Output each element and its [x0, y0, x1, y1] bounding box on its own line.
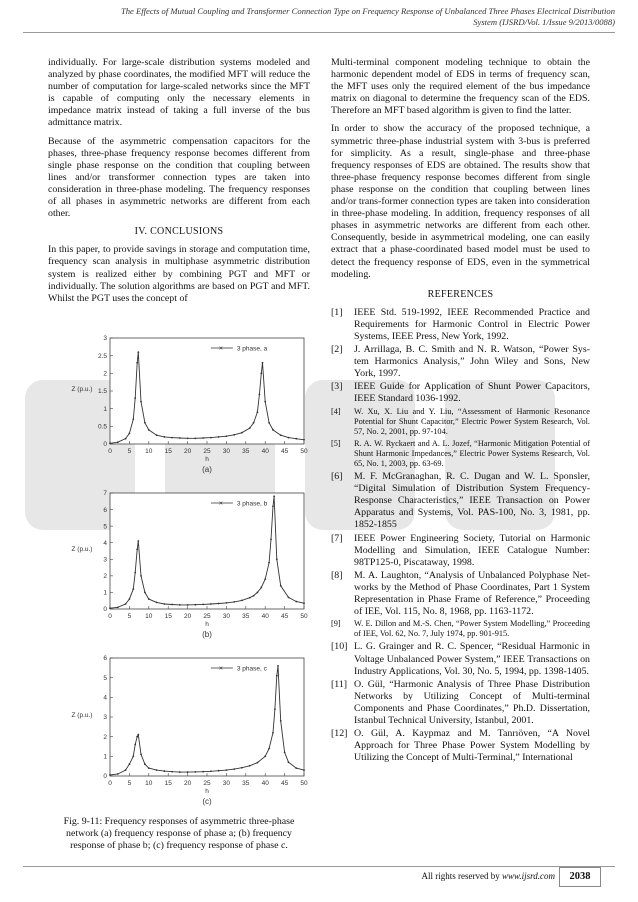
data-point: [295, 767, 297, 769]
reference-item: [331, 307, 590, 343]
reference-item: [331, 381, 590, 405]
reference-item: [331, 728, 590, 764]
data-point: [233, 434, 235, 436]
data-point: [241, 767, 243, 769]
y-tick-label: 5: [103, 674, 107, 682]
data-point: [241, 432, 243, 434]
footer: [300, 870, 555, 882]
x-tick-label: 10: [145, 780, 153, 787]
paragraph: In order to show the accuracy of the proposed technique, a symmetric three-phase industrial system with 3-bus is preferred for simplicity. As a result, single-phase and three-phase frequency responses of EDS are obtained. The results show that three-phase frequency response becomes different from single phase response on the condition that coupling between lines and/or trans-former connection types are taken into consideration in three-phase modeling. In addition, frequency responses of all phases in asymmetric networks are different from each other. Consequently, beside in asymmetrical modeling, one can easily extract that a phase-coordinated based model must be used to detect the frequency response of EDS, even in the symmetrical modeling.: [331, 123, 590, 280]
plot-frame: [110, 338, 304, 444]
x-tick-label: 20: [183, 780, 192, 787]
data-point: [171, 604, 173, 606]
legend-label: 3 phase, b: [236, 500, 268, 508]
x-tick-label: 45: [280, 780, 289, 787]
data-point: [137, 734, 139, 736]
y-tick-label: 0: [103, 441, 107, 449]
header-line-1: The Effects of Mutual Coupling and Transformer Connection Type on Frequency Response of Unbalanced Three Phases Electrical Distribution: [120, 6, 615, 16]
reference-text: M. F. McGranaghan, R. C. Dugan and W. L. Sponsler, “Digital Simulation of Distribution System Frequency-Response Characteristics,” IEEE Transaction on Power Apparatus and Systems, Vol. PAS-100, No. 3, 1981, pp. 1852-1855: [354, 471, 590, 531]
data-point: [218, 770, 220, 772]
y-tick-label: 3: [103, 714, 107, 722]
x-tick-label: 50: [300, 613, 308, 620]
references-heading: REFERENCES: [427, 288, 494, 300]
data-point: [187, 771, 189, 773]
x-tick-label: 25: [203, 780, 211, 787]
x-axis-label: h: [205, 456, 209, 463]
paragraph: individually. For large-scale distribution systems modeled and analyzed by phase coordinates, the modified MFT will reduce the number of computation for large-scaled networks since the MFT is capable of computing only the necessary elements in impedance matrix instead of taking a full inverse of the bus admittance matrix.: [48, 57, 310, 129]
x-tick-label: 20: [183, 613, 192, 620]
x-tick-label: 30: [222, 613, 231, 620]
footer-rule: [23, 866, 615, 867]
data-point: [257, 762, 259, 764]
data-point: [137, 540, 139, 542]
data-point: [295, 601, 297, 603]
reference-number: [10]: [331, 641, 348, 653]
x-tick-label: 50: [300, 780, 308, 787]
data-point: [140, 753, 142, 755]
reference-item: [331, 533, 590, 569]
reference-item: [331, 679, 590, 727]
header-rule: [23, 32, 615, 33]
data-point: [226, 602, 228, 604]
data-point: [272, 505, 274, 507]
data-point: [187, 437, 189, 439]
reference-text: R. A. W. Ryckaert and A. L. Jozef, “Harmonic Mitigation Potential of Shunt Harmonic Impedances,” Electric Power Systems Research, Vol. 65, No. 1, 2003, pp. 63-69.: [354, 438, 590, 468]
footer-rights: All rights reserved by: [421, 871, 502, 881]
data-point: [262, 362, 264, 364]
data-point: [134, 744, 136, 746]
reference-text: O. Gül, A. Kaypmaz and M. Tanrıöven, “A Novel Approach for Three Phase Power System Modelling by Utilizing the Concept of Multi-Terminal,” International: [354, 728, 590, 764]
section-heading: IV. CONCLUSIONS: [134, 226, 224, 238]
plot-phase-a: [48, 330, 310, 478]
plot-phase-c: [48, 650, 310, 810]
data-point: [125, 769, 127, 771]
data-point: [179, 771, 181, 773]
x-axis-label: h: [205, 788, 209, 795]
reference-number: [2]: [331, 344, 343, 356]
data-point: [288, 597, 290, 599]
reference-text: W. Xu, X. Liu and Y. Liu, “Assessment of Harmonic Resonance Potential for Shunt Capacitor,” Electric Power System Research, Vol. 57, No. 2, 2001, pp. 97-104.: [354, 406, 590, 436]
y-tick-label: 2: [103, 733, 107, 741]
data-point: [268, 562, 270, 564]
y-axis-label: Z (p.u.): [71, 386, 93, 393]
data-point: [117, 773, 119, 775]
footer-url-link[interactable]: www.ijsrd.com: [501, 871, 555, 881]
data-point: [260, 587, 262, 589]
data-point: [276, 558, 278, 560]
data-point: [125, 438, 127, 440]
x-tick-label: 40: [261, 448, 269, 455]
data-point: [303, 439, 305, 441]
data-point: [257, 592, 259, 594]
x-tick-label: 20: [183, 448, 192, 455]
data-point: [280, 434, 282, 436]
reference-item: [331, 570, 590, 618]
data-point: [226, 769, 228, 771]
y-tick-label: 0: [103, 606, 107, 614]
data-point: [303, 769, 305, 771]
x-tick-label: 10: [145, 448, 153, 455]
data-point: [148, 767, 150, 769]
data-point: [129, 433, 131, 435]
data-point: [273, 495, 275, 497]
x-tick-label: 30: [222, 780, 231, 787]
data-point: [264, 401, 266, 403]
plot-phase-b: [48, 485, 310, 643]
reference-number: [11]: [331, 678, 348, 690]
data-point: [249, 765, 251, 767]
data-point: [134, 572, 136, 574]
data-point: [132, 588, 134, 590]
y-tick-label: 0.5: [97, 423, 107, 431]
data-point: [249, 597, 251, 599]
x-tick-label: 5: [127, 448, 132, 455]
y-tick-label: 1: [103, 589, 107, 597]
x-tick-label: 0: [108, 780, 112, 787]
reference-item: [331, 407, 590, 437]
reference-list: [331, 307, 590, 765]
page-number: 2038: [559, 867, 601, 887]
data-point: [218, 603, 220, 605]
x-tick-label: 40: [261, 613, 269, 620]
data-point: [109, 442, 111, 444]
data-point: [284, 752, 286, 754]
data-point: [144, 422, 146, 424]
y-axis-label: Z (p.u.): [71, 712, 93, 719]
data-point: [136, 548, 138, 550]
data-point: [295, 438, 297, 440]
y-tick-label: 1.5: [97, 388, 107, 396]
data-point: [264, 578, 266, 580]
x-tick-label: 35: [242, 613, 250, 620]
data-point: [264, 755, 266, 757]
data-point: [272, 732, 274, 734]
data-point: [210, 603, 212, 605]
x-tick-label: 0: [108, 613, 112, 620]
data-point: [268, 748, 270, 750]
data-point: [144, 592, 146, 594]
data-point: [210, 770, 212, 772]
left-column: [48, 57, 310, 311]
x-tick-label: 25: [203, 613, 211, 620]
legend-marker: ×: [218, 665, 223, 673]
y-tick-label: 1: [103, 405, 107, 413]
reference-number: [7]: [331, 532, 343, 544]
data-point: [136, 736, 138, 738]
reference-number: [5]: [331, 438, 341, 448]
reference-text: M. A. Laughton, “Analysis of Unbalanced Polyphase Net-works by the Method of Phase Coordinates, Part 1 System Representation in Phase Frame of Reference,” Proceeding of IEE, Vol. 115, No. 8, 1968, pp. 1163-1172.: [354, 569, 590, 618]
y-tick-label: 1: [103, 753, 107, 761]
reference-text: IEEE Std. 519-1992, IEEE Recommended Practice and Requirements for Harmonic Control in Electric Power Systems, IEEE Press, New York, 1992.: [354, 306, 590, 342]
reference-item: [331, 344, 590, 380]
right-column: [331, 57, 590, 765]
reference-item: [331, 641, 590, 677]
reference-text: J. Arrillaga, B. C. Smith and N. R. Watson, “Power Sys-tem Harmonics Analysis,” John Wiley and Sons, New York, 1997.: [354, 344, 590, 380]
data-point: [156, 601, 158, 603]
data-point: [163, 436, 165, 438]
data-point: [156, 769, 158, 771]
data-point: [277, 665, 279, 667]
reference-item: [331, 619, 590, 639]
x-axis-label: h: [205, 621, 209, 628]
reference-number: [9]: [331, 619, 341, 629]
data-point: [171, 771, 173, 773]
data-point: [233, 768, 235, 770]
data-point: [179, 437, 181, 439]
x-tick-label: 30: [222, 448, 231, 455]
figure: [48, 330, 310, 810]
paragraph: Because of the asymmetric compensation capacitors for the phases, three-phase frequency response becomes different from single phase response on the condition that coupling between lines and/or transformer connection types are taken into consideration in three-phase modeling. The frequency responses of all phases in asymmetric networks are different from each other.: [48, 135, 310, 220]
data-point: [148, 429, 150, 431]
data-point: [129, 598, 131, 600]
y-tick-label: 5: [103, 523, 107, 531]
running-header: [90, 6, 615, 28]
paragraph: Multi-terminal component modeling technique to obtain the harmonic dependent model of EDS in terms of frequency scan, the MFT uses only the required element of the bus impedance matrix on diagonal to determine the frequency scan of the EDS. Therefore an MFT based algorithm is given to find the latter.: [331, 57, 590, 117]
x-tick-label: 45: [280, 448, 289, 455]
data-point: [140, 401, 142, 403]
y-tick-label: 0: [103, 773, 107, 781]
plot-frame: [110, 658, 304, 776]
reference-number: [12]: [331, 728, 348, 740]
data-point: [132, 755, 134, 757]
x-tick-label: 45: [280, 613, 289, 620]
data-point: [163, 770, 165, 772]
data-point: [272, 429, 274, 431]
data-point: [288, 761, 290, 763]
data-point: [117, 441, 119, 443]
data-point: [137, 351, 139, 353]
panel-label: (b): [202, 630, 212, 639]
x-tick-label: 15: [164, 613, 172, 620]
reference-text: IEEE Power Engineering Society, Tutorial on Harmonic Modelling and Simulation, IEEE Catalogue Number: 98TP125-0, Piscataway, 1998.: [354, 532, 590, 568]
reference-number: [8]: [331, 569, 343, 581]
y-tick-label: 2.5: [97, 352, 107, 360]
data-point: [303, 602, 305, 604]
data-point: [117, 606, 119, 608]
data-point: [253, 422, 255, 424]
y-tick-label: 6: [103, 506, 107, 514]
x-tick-label: 15: [164, 448, 172, 455]
data-point: [202, 771, 204, 773]
data-point: [280, 585, 282, 587]
data-point: [249, 427, 251, 429]
reference-number: [3]: [331, 381, 343, 393]
data-point: [202, 603, 204, 605]
x-tick-label: 0: [108, 448, 112, 455]
reference-item: [331, 439, 590, 469]
x-tick-label: 15: [164, 780, 172, 787]
data-point: [144, 763, 146, 765]
data-point: [288, 437, 290, 439]
data-point: [132, 418, 134, 420]
legend-marker: ×: [218, 345, 223, 353]
data-point: [129, 763, 131, 765]
x-tick-label: 35: [242, 448, 250, 455]
x-tick-label: 10: [145, 613, 153, 620]
reference-number: [1]: [331, 306, 343, 318]
data-point: [179, 604, 181, 606]
y-tick-label: 6: [103, 655, 107, 663]
x-tick-label: 40: [261, 780, 269, 787]
data-point: [218, 436, 220, 438]
panel-label: (c): [202, 797, 212, 806]
data-point: [202, 437, 204, 439]
y-tick-label: 3: [103, 335, 107, 343]
x-tick-label: 35: [242, 780, 250, 787]
data-point: [257, 411, 259, 413]
reference-text: W. E. Dillon and M.-S. Chen, “Power System Modelling,” Proceeding of IEE, Vol. 62, No. 7, July 1974, pp. 901-915.: [354, 619, 590, 639]
data-point: [268, 422, 270, 424]
x-tick-label: 50: [300, 448, 308, 455]
data-point: [194, 437, 196, 439]
y-tick-label: 4: [103, 694, 107, 702]
x-tick-label: 25: [203, 448, 211, 455]
data-point: [163, 603, 165, 605]
data-point: [136, 362, 138, 364]
data-point: [171, 437, 173, 439]
x-tick-label: 5: [127, 780, 132, 787]
x-tick-label: 5: [127, 613, 132, 620]
y-axis-label: Z (p.u.): [71, 546, 93, 553]
reference-text: IEEE Guide for Application of Shunt Power Capacitors, IEEE Standard 1036-1992.: [354, 381, 590, 405]
y-tick-label: 2: [103, 370, 107, 378]
y-tick-label: 2: [103, 573, 107, 581]
legend-marker: ×: [218, 500, 223, 508]
y-tick-label: 7: [103, 490, 107, 498]
data-point: [258, 394, 260, 396]
data-point: [194, 771, 196, 773]
data-point: [274, 708, 276, 710]
data-point: [253, 595, 255, 597]
figure-caption: Fig. 9-11: Frequency responses of asymmetric three-phase network (a) frequency response of phase a; (b) frequency response of phase b; (c) frequency response of phase c.: [63, 816, 295, 852]
reference-text: L. G. Grainger and R. C. Spencer, “Residual Harmonic in Voltage Unbalanced Power System,” IEEE Transactions on Industry Applications, Vol. 30, No. 5, 1994, pp. 1398-1405.: [354, 641, 590, 677]
header-line-2: System (IJSRD/Vol. 1/Issue 9/2013/0088): [473, 17, 615, 27]
y-tick-label: 3: [103, 556, 107, 564]
data-point: [226, 435, 228, 437]
reference-number: [4]: [331, 406, 341, 416]
data-point: [260, 372, 262, 374]
data-point: [134, 397, 136, 399]
data-point: [280, 720, 282, 722]
y-tick-label: 4: [103, 539, 107, 547]
data-point: [270, 539, 272, 541]
data-point: [109, 774, 111, 776]
data-point: [140, 575, 142, 577]
data-point: [194, 604, 196, 606]
reference-text: O. Gül, “Harmonic Analysis of Three Phase Distribution Networks by Utilizing Concept of Multi-terminal Components and Phase Coordinates,” Ph.D. Dissertation, Istanbul Technical University, Istanbul, 2001.: [354, 678, 590, 726]
data-point: [241, 599, 243, 601]
data-point: [148, 598, 150, 600]
data-point: [233, 601, 235, 603]
data-point: [125, 603, 127, 605]
legend-label: 3 phase, c: [236, 665, 267, 673]
data-point: [109, 607, 111, 609]
reference-item: [331, 471, 590, 531]
legend-label: 3 phase, a: [236, 345, 268, 353]
data-point: [187, 604, 189, 606]
data-point: [156, 434, 158, 436]
paragraph: In this paper, to provide savings in storage and computation time, frequency scan analysis in multiphase asymmetric distribution system is realized either by combining PGT and MFT or individually. The solution algorithms are based on PGT and MFT. Whilst the PGT uses the concept of: [48, 244, 310, 304]
data-point: [210, 437, 212, 439]
data-point: [276, 675, 278, 677]
reference-number: [6]: [331, 471, 343, 483]
panel-label: (a): [202, 465, 212, 474]
